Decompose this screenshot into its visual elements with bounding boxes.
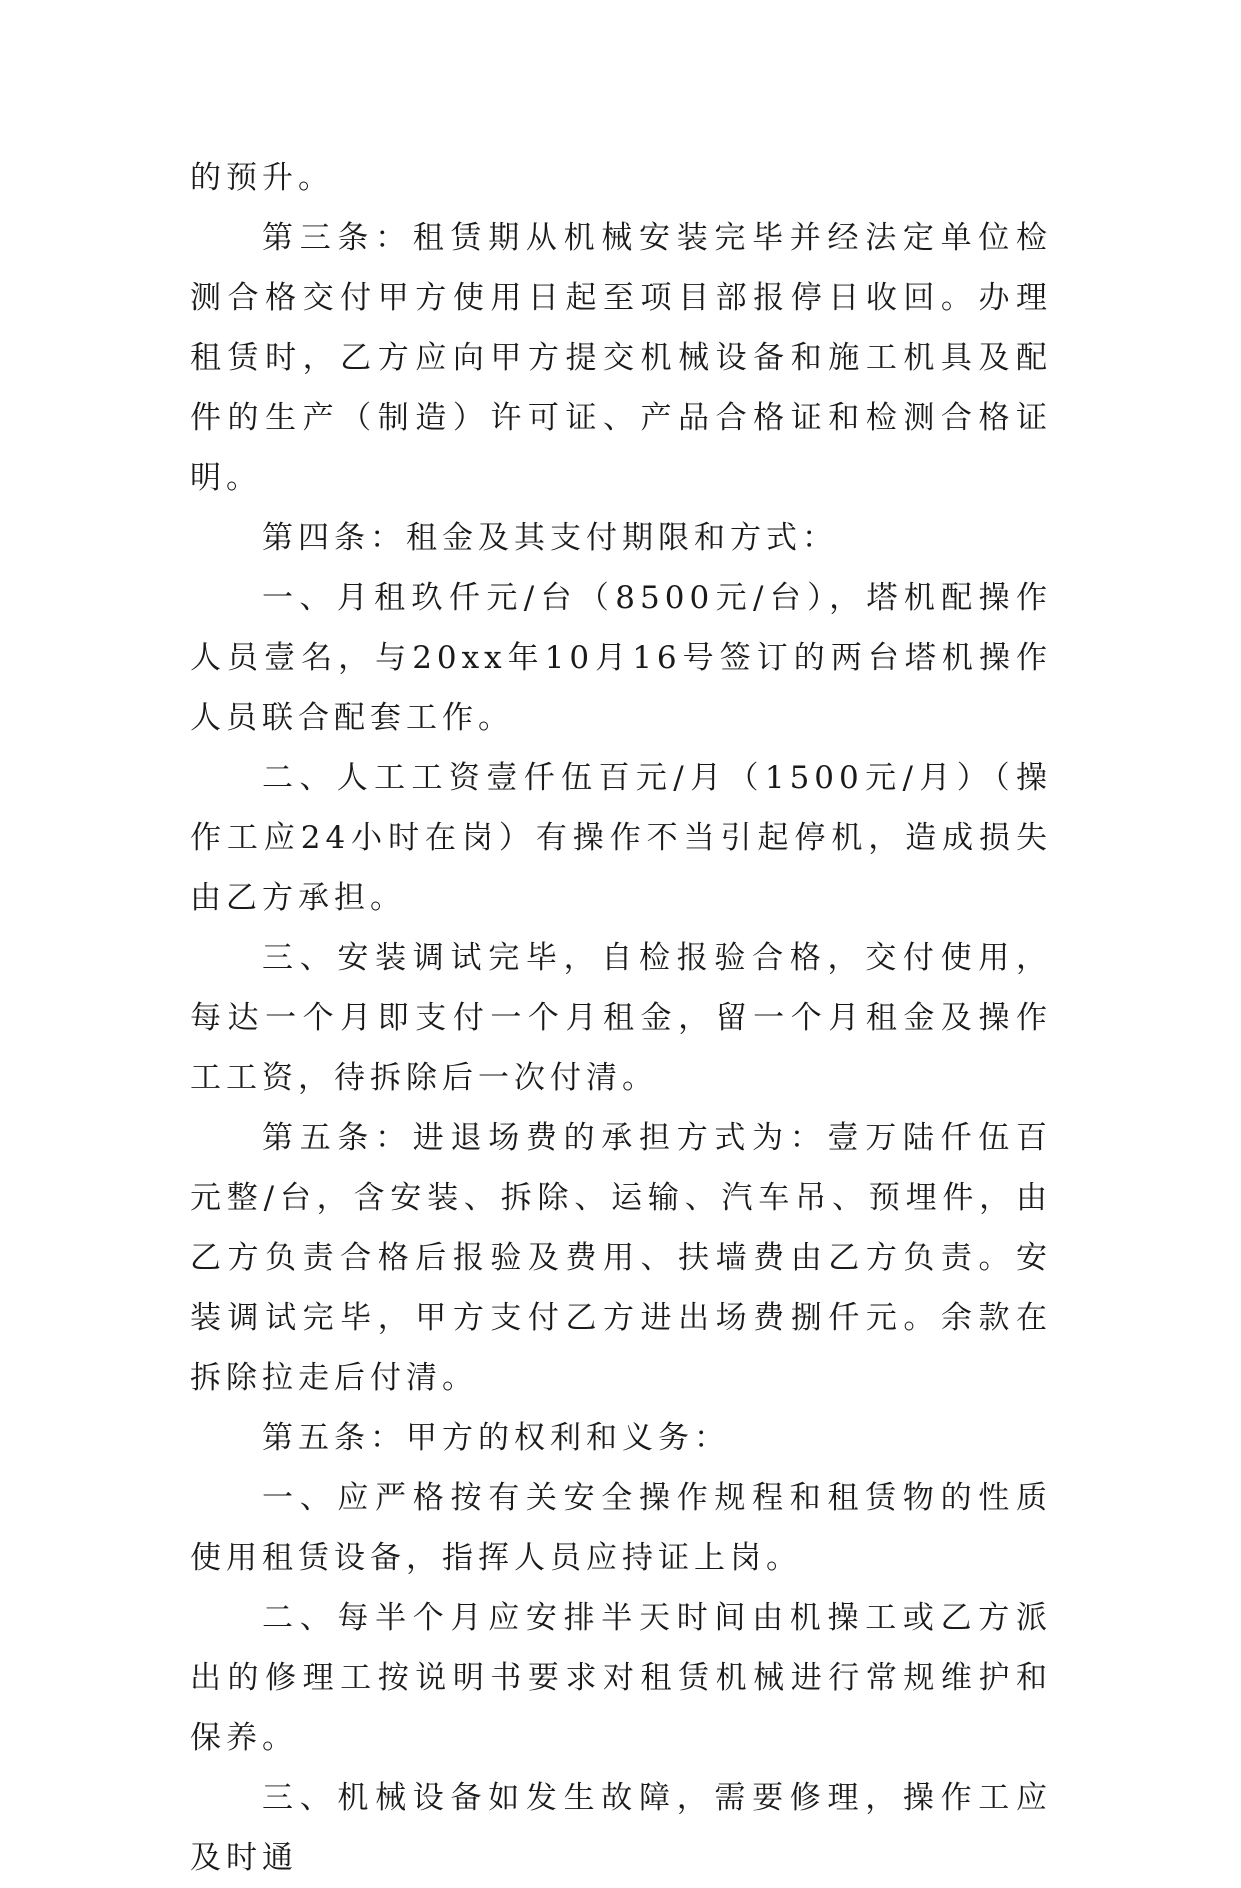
paragraph: 二、每半个月应安排半天时间由机操工或乙方派出的修理工按说明书要求对租赁机械进行常规维护和保养。 bbox=[190, 1600, 1052, 1756]
paragraph: 第五条：进退场费的承担方式为：壹万陆仟伍百元整/台，含安装、拆除、运输、汽车吊、预埋件，由乙方负责合格后报验及费用、扶墙费由乙方负责。安装调试完毕，甲方支付乙方进出场费捌仟元。余款在拆除拉走后付清。 bbox=[190, 1120, 1052, 1396]
paragraph: 的预升。 bbox=[190, 160, 334, 196]
paragraph: 三、安装调试完毕，自检报验合格，交付使用，每达一个月即支付一个月租金，留一个月租金及操作工工资，待拆除后一次付清。 bbox=[190, 940, 1052, 1096]
paragraph: 三、机械设备如发生故障，需要修理，操作工应及时通 bbox=[190, 1780, 1052, 1876]
paragraph: 第四条：租金及其支付期限和方式： bbox=[262, 520, 838, 556]
paragraph: 一、月租玖仟元/台（8500元/台），塔机配操作人员壹名，与20xx年10月16号签订的两台塔机操作人员联合配套工作。 bbox=[190, 580, 1052, 736]
paragraph: 二、人工工资壹仟伍百元/月（1500元/月）（操作工应24小时在岗）有操作不当引起停机，造成损失由乙方承担。 bbox=[190, 760, 1052, 916]
document-body bbox=[190, 148, 1052, 1888]
paragraph: 一、应严格按有关安全操作规程和租赁物的性质使用租赁设备，指挥人员应持证上岗。 bbox=[190, 1480, 1052, 1576]
paragraph: 第五条：甲方的权利和义务： bbox=[262, 1420, 730, 1456]
paragraph: 第三条：租赁期从机械安装完毕并经法定单位检测合格交付甲方使用日起至项目部报停日收回。办理租赁时，乙方应向甲方提交机械设备和施工机具及配件的生产（制造）许可证、产品合格证和检测合格证明。 bbox=[190, 220, 1052, 496]
